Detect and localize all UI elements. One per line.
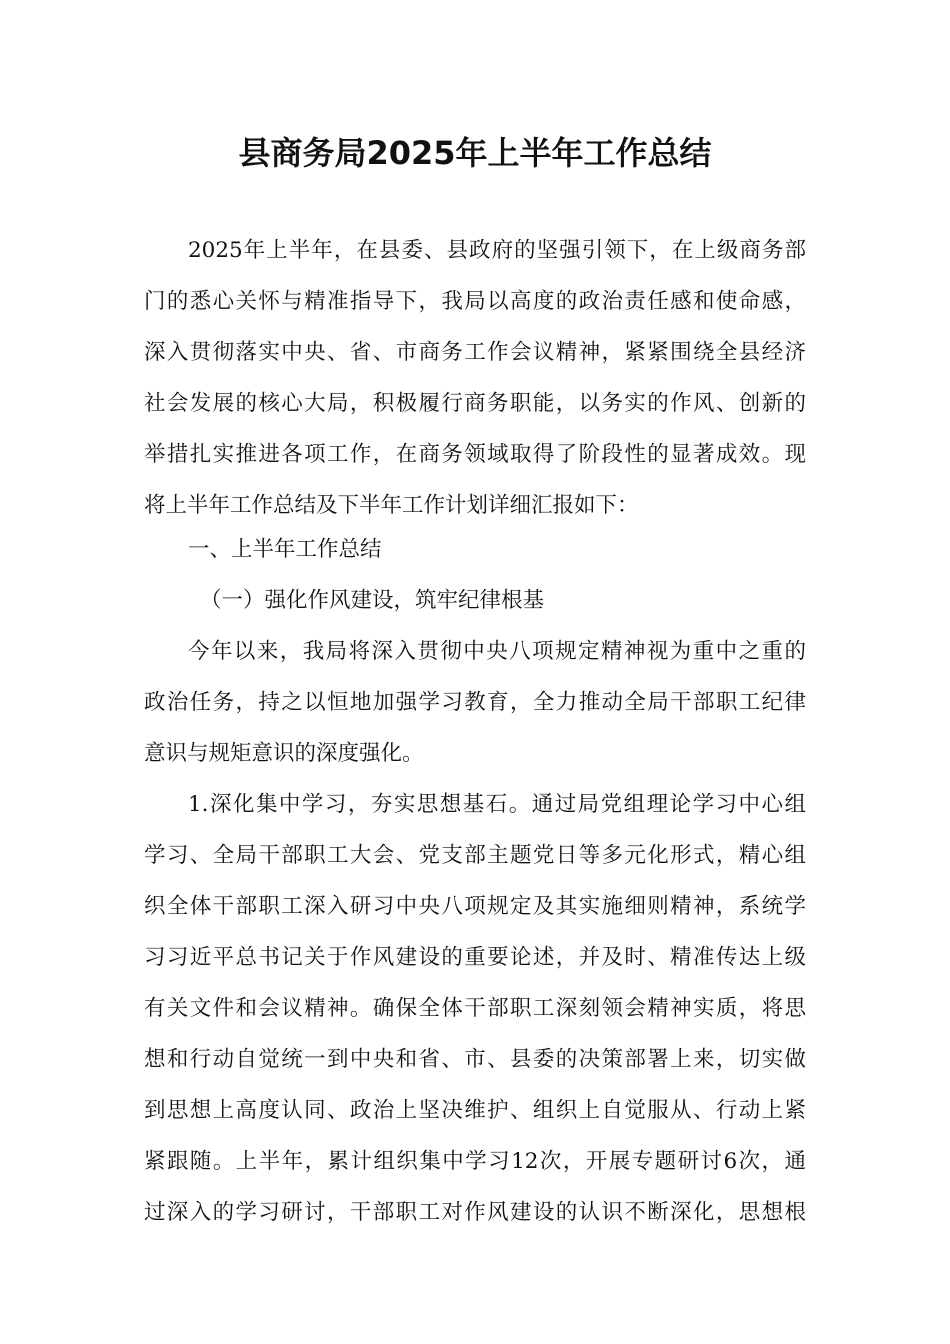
paragraph-line: 将上半年工作总结及下半年工作计划详细汇报如下： [144,493,639,518]
paragraph-line: 社会发展的核心大局，积极履行商务职能，以务实的作风、创新的 [144,391,806,416]
subsection-heading: （一）强化作风建设，筑牢纪律根基 [200,588,545,613]
paragraph-line: 想和行动自觉统一到中央和省、市、县委的决策部署上来，切实做 [144,1047,806,1072]
paragraph-line: 深入贯彻落实中央、省、市商务工作会议精神，紧紧围绕全县经济 [144,340,806,365]
paragraph-line: 紧跟随。上半年，累计组织集中学习12次，开展专题研讨6次，通 [144,1149,806,1174]
document-title: 县商务局2025年上半年工作总结 [238,134,712,172]
paragraph-line: 有关文件和会议精神。确保全体干部职工深刻领会精神实质，将思 [144,996,806,1021]
paragraph-line: 2025年上半年，在县委、县政府的坚强引领下，在上级商务部 [188,238,806,263]
section-heading: 一、上半年工作总结 [188,537,382,562]
paragraph-line: 过深入的学习研讨，干部职工对作风建设的认识不断深化，思想根 [144,1200,806,1225]
paragraph-line: 意识与规矩意识的深度强化。 [144,741,424,766]
paragraph-line: 到思想上高度认同、政治上坚决维护、组织上自觉服从、行动上紧 [144,1098,806,1123]
paragraph-line: 织全体干部职工深入研习中央八项规定及其实施细则精神，系统学 [144,894,806,919]
paragraph-line: 学习、全局干部职工大会、党支部主题党日等多元化形式，精心组 [144,843,806,868]
paragraph-line: 政治任务，持之以恒地加强学习教育，全力推动全局干部职工纪律 [144,690,806,715]
paragraph-line: 1.深化集中学习，夯实思想基石。通过局党组理论学习中心组 [188,792,806,817]
paragraph-line: 举措扎实推进各项工作，在商务领域取得了阶段性的显著成效。现 [144,442,806,467]
paragraph-line: 习习近平总书记关于作风建设的重要论述，并及时、精准传达上级 [144,945,806,970]
paragraph-line: 今年以来，我局将深入贯彻中央八项规定精神视为重中之重的 [188,639,806,664]
paragraph-line: 门的悉心关怀与精准指导下，我局以高度的政治责任感和使命感， [144,289,806,314]
